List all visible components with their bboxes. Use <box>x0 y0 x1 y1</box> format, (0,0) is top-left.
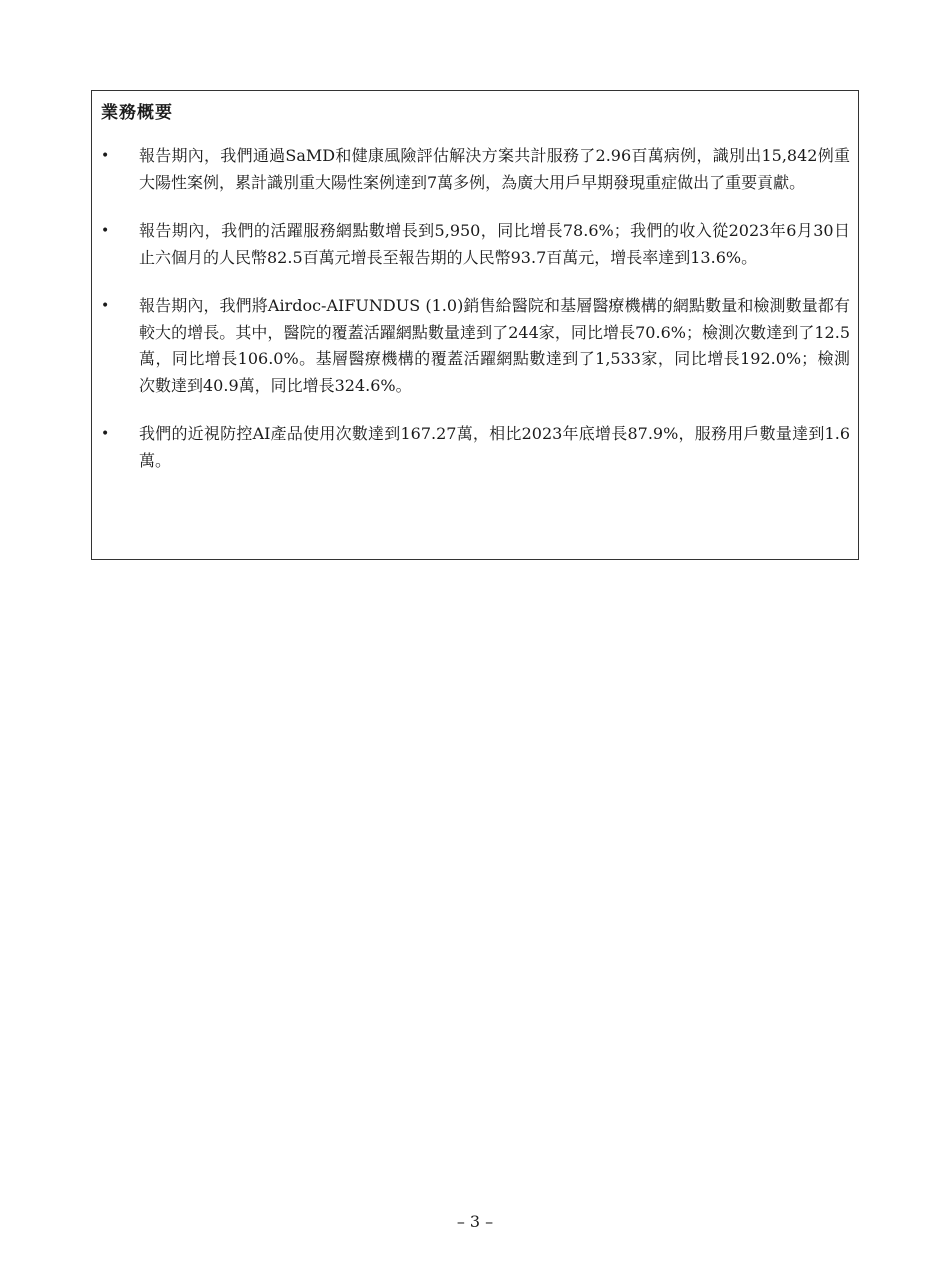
summary-bullet-item <box>101 421 850 474</box>
page-number: – 3 – <box>456 1212 494 1231</box>
bullet-icon: • <box>101 148 110 164</box>
bullet-icon: • <box>101 223 110 239</box>
bullet-icon: • <box>101 298 110 314</box>
bullet-text: 我們的近視防控AI產品使用次數達到167.27萬，相比2023年底增長87.9%，服務用戶數量達到1.6萬。 <box>139 424 850 470</box>
bullet-text: 報告期內，我們的活躍服務網點數增長到5,950，同比增長78.6%；我們的收入從2023年6月30日止六個月的人民幣82.5百萬元增長至報告期的人民幣93.7百萬元，增長率達到13.6%。 <box>139 221 850 267</box>
summary-bullet-list <box>101 143 850 474</box>
bullet-icon: • <box>101 426 110 442</box>
business-summary-box <box>91 90 859 560</box>
summary-bullet-item <box>101 218 850 271</box>
bullet-text: 報告期內，我們通過SaMD和健康風險評估解決方案共計服務了2.96百萬病例，識別出15,842例重大陽性案例，累計識別重大陽性案例達到7萬多例，為廣大用戶早期發現重症做出了重要貢獻。 <box>139 146 850 192</box>
section-title: 業務概要 <box>101 103 173 123</box>
summary-bullet-item <box>101 143 850 196</box>
summary-bullet-item <box>101 293 850 399</box>
bullet-text: 報告期內，我們將Airdoc-AIFUNDUS (1.0)銷售給醫院和基層醫療機構的網點數量和檢測數量都有較大的增長。其中，醫院的覆蓋活躍網點數量達到了244家，同比增長70.6%；檢測次數達到了12.5萬，同比增長106.0%。基層醫療機構的覆蓋活躍網點數達到了1,533家，同比增長192.0%；檢測次數達到40.9萬，同比增長324.6%。 <box>139 296 850 395</box>
